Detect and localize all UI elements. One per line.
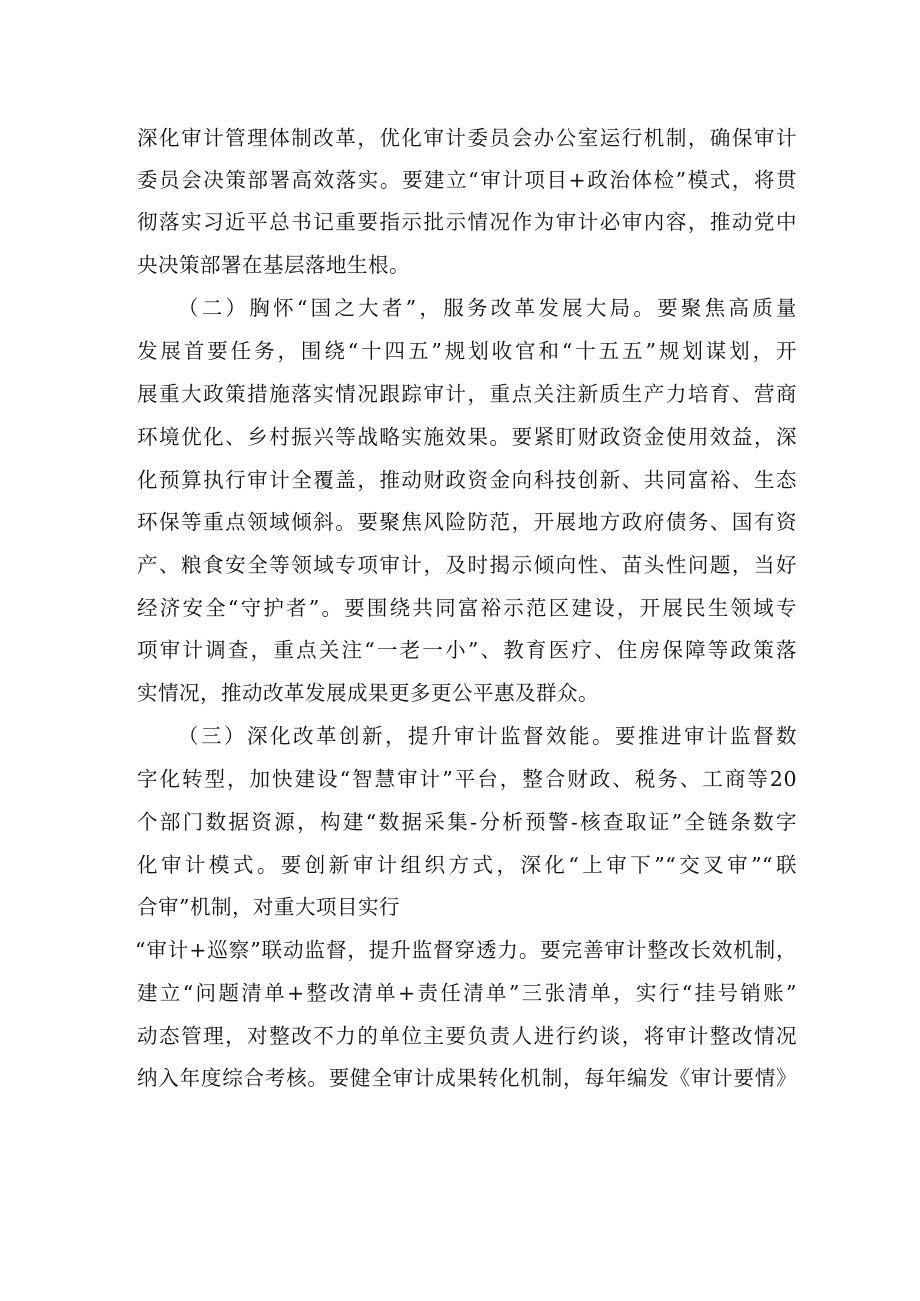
text-line-8: 环境优化、乡村振兴等战略实施效果。要紧盯财政资金使用效益，深 — [137, 425, 797, 449]
text-line-7: 展重大政策措施落实情况跟踪审计，重点关注新质生产力培育、营商 — [137, 382, 797, 406]
text-line-14: 实情况，推动改革发展成果更多更公平惠及群众。 — [137, 681, 599, 705]
text-line-18: 化审计模式。要创新审计组织方式，深化“上审下”“交叉审”“联 — [137, 853, 797, 877]
text-line-19: 合审”机制，对重大项目实行 — [137, 895, 400, 919]
text-line-4: 央决策部署在基层落地生根。 — [137, 253, 410, 277]
section-heading-3: （三）深化改革创新，提升审计监督效能。要推进审计监督数 — [178, 724, 797, 748]
section-heading-2: （二）胸怀“国之大者”，服务改革发展大局。要聚焦高质量 — [178, 296, 797, 320]
text-line-6: 发展首要任务，围绕“十四五”规划收官和“十五五”规划谋划，开 — [137, 339, 797, 363]
text-line-3: 彻落实习近平总书记重要指示批示情况作为审计必审内容，推动党中 — [137, 210, 797, 234]
text-line-10: 环保等重点领域倾斜。要聚焦风险防范，开展地方政府债务、国有资 — [137, 510, 797, 534]
text-line-21: 建立“问题清单+整改清单+责任清单”三张清单，实行“挂号销账” — [137, 981, 797, 1005]
text-line-13: 项审计调查，重点关注“一老一小”、教育医疗、住房保障等政策落 — [137, 638, 797, 662]
text-line-2: 委员会决策部署高效落实。要建立“审计项目+政治体检”模式，将贯 — [137, 168, 797, 192]
text-line-20: “审计+巡察”联动监督，提升监督穿透力。要完善审计整改长效机制， — [135, 938, 797, 962]
text-line-1: 深化审计管理体制改革，优化审计委员会办公室运行机制，确保审计 — [137, 126, 797, 150]
text-line-22: 动态管理，对整改不力的单位主要负责人进行约谈，将审计整改情况 — [137, 1024, 797, 1048]
text-line-11: 产、粮食安全等领域专项审计，及时揭示倾向性、苗头性问题，当好 — [137, 553, 797, 577]
text-line-12: 经济安全“守护者”。要围绕共同富裕示范区建设，开展民生领域专 — [137, 596, 797, 620]
text-line-16: 字化转型，加快建设“智慧审计”平台，整合财政、税务、工商等20 — [137, 767, 797, 791]
text-line-17: 个部门数据资源，构建“数据采集-分析预警-核查取证”全链条数字 — [137, 810, 797, 834]
text-line-23: 纳入年度综合考核。要健全审计成果转化机制，每年编发《审计要情》 — [137, 1066, 797, 1090]
text-line-9: 化预算执行审计全覆盖，推动财政资金向科技创新、共同富裕、生态 — [137, 468, 797, 492]
